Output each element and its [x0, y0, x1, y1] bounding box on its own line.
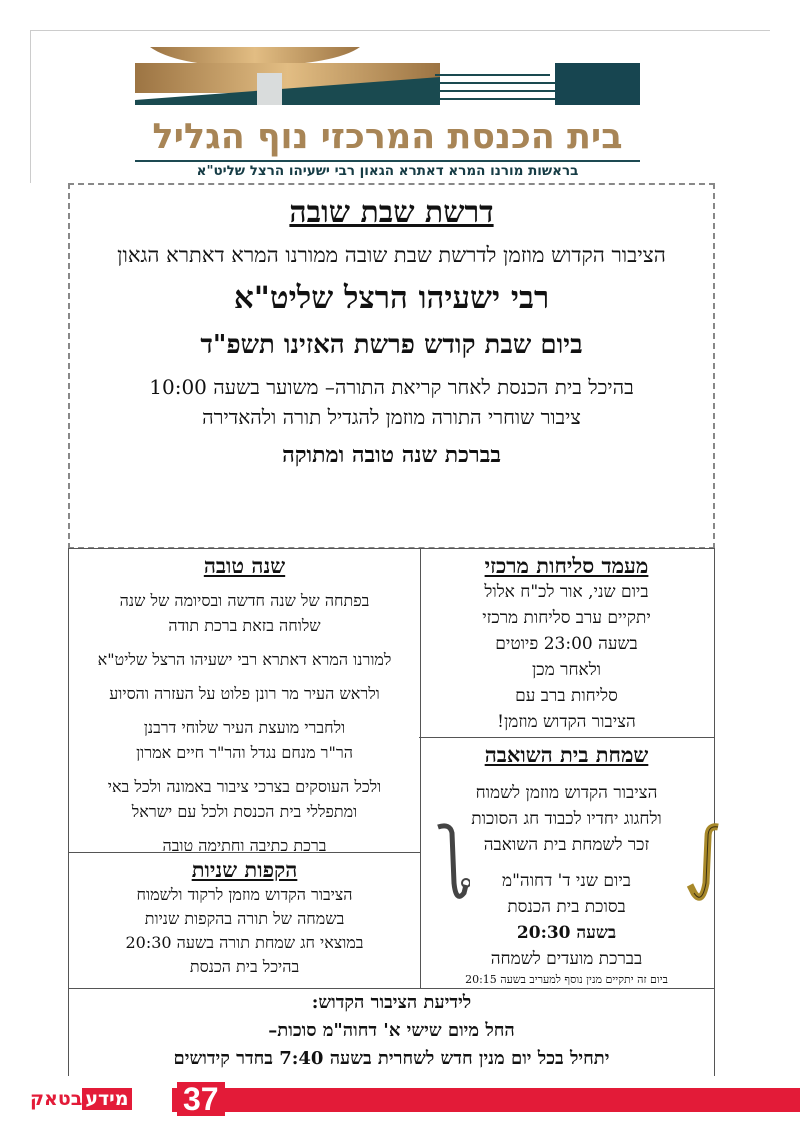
- text-line: ולראש העיר מר רונן פלוט על העזרה והסיוע: [109, 684, 380, 703]
- page-frame-top: [30, 30, 770, 31]
- text-line: בשעה 23:00 פיוטים: [495, 634, 638, 654]
- event-time: בשעה 20:30: [516, 923, 617, 943]
- text-line: שלוחה בזאת ברכת תודה: [168, 616, 321, 635]
- public-notice-section: [69, 988, 714, 1076]
- text-line: בברכת מועדים לשמחה: [490, 949, 643, 969]
- synagogue-name: בית הכנסת המרכזי נוף הגליל: [152, 117, 623, 157]
- text-line: החל מיום שישי א' דחוה"מ סוכות–: [268, 1020, 515, 1041]
- footer-bar: [172, 1088, 800, 1112]
- text-line: ולחגוג יחדיו לכבוד חג הסוכות: [471, 809, 662, 829]
- section-title: שנה טובה: [203, 553, 286, 578]
- text-line: הציבור הקדוש מוזמן!: [497, 712, 636, 732]
- text-line: ביום שני, אור לכ"ח אלול: [484, 582, 649, 602]
- text-line: בסוכת בית הכנסת: [507, 897, 626, 917]
- text-line: בשמחה של תורה בהקפות שניות: [144, 909, 345, 928]
- text-line: ולאחר מכן: [531, 660, 602, 680]
- text-line: הר"ר מנחם נגדל והר"ר חיים אמרון: [136, 743, 353, 762]
- location-line: ציבור שוחרי התורה מוזמן להגדיל תורה ולהאדירה: [202, 405, 581, 429]
- text-line: זכר לשמחת בית השואבה: [483, 835, 650, 855]
- text-line: הציבור הקדוש מוזמן לשמוח: [475, 783, 658, 803]
- divider: [135, 160, 640, 162]
- synagogue-logo: [135, 45, 640, 115]
- text-line: סליחות ברב עם: [515, 686, 618, 706]
- saxophone-icon: [686, 823, 720, 913]
- blessing: בברכת שנה טובה ומתוקה: [282, 442, 501, 468]
- section-title: שמחת בית השואבה: [484, 742, 649, 767]
- brand-text: בטאק: [30, 1088, 83, 1110]
- announcement-date: ביום שבת קודש פרשת האזינו תשפ"ד: [200, 330, 583, 360]
- announcements-grid: [68, 548, 715, 1076]
- rabbi-name: רבי ישעיהו הרצל שליט"א: [233, 280, 550, 316]
- section-title: הקפות שניות: [191, 857, 298, 882]
- text-line: ומתפללי בית הכנסת ולכל עם ישראל: [131, 802, 358, 821]
- text-line: ברכת כתיבה וחתימה טובה: [162, 836, 327, 855]
- text-line: יתחיל בכל יום מנין חדש לשחרית בשעה 7:40 בחדר קידושים: [173, 1048, 610, 1069]
- section-title: מעמד סליחות מרכזי: [484, 553, 649, 578]
- text-line: ולחברי מועצת העיר שלוחי דרבנן: [143, 718, 346, 737]
- text-line: יתקיים ערב סליחות מרכזי: [482, 608, 651, 628]
- page-number: 37: [177, 1082, 225, 1116]
- announcement-title: דרשת שבת שובה: [289, 195, 494, 230]
- simchat-beit-hashoeva-section: [419, 737, 714, 988]
- text-line: למורנו המרא דאתרא רבי ישעיהו הרצל שליט"א: [97, 650, 392, 669]
- text-line: במוצאי חג שמחת תורה בשעה 20:30: [125, 933, 364, 952]
- notice-heading: לידיעת הציבור הקדוש:: [311, 992, 472, 1013]
- shabbat-shuva-announcement: [68, 183, 715, 549]
- text-line: בהיכל בית הכנסת: [189, 957, 300, 976]
- announcement-intro: הציבור הקדוש מוזמן לדרשת שבת שובה ממורנו המרא דאתרא הגאון: [117, 243, 666, 267]
- text-line: הציבור הקדוש מוזמן לרקוד ולשמוח: [136, 885, 353, 904]
- brand-box: מידע: [82, 1088, 131, 1110]
- text-line: ולכל העוסקים בצרכי ציבור באמונה ולכל באי: [107, 777, 382, 796]
- publication-brand: [30, 1088, 132, 1110]
- hakafot-shniyot-section: [69, 852, 421, 988]
- text-line: ביום שני ד' דחוה"מ: [502, 871, 631, 891]
- location-line: בהיכל בית הכנסת לאחר קריאת התורה– משוער בשעה 10:00: [149, 375, 634, 399]
- text-line: בפתחה של שנה חדשה ובסיומה של שנה: [119, 591, 370, 610]
- shana-tova-section: [69, 548, 421, 855]
- footnote: ביום זה יתקיים מנין נוסף למעריב בשעה 20:15: [465, 973, 668, 986]
- synagogue-subtitle: בראשות מורנו המרא דאתרא הגאון רבי ישעיהו הרצל שליט"א: [196, 163, 579, 179]
- page-frame-left: [30, 30, 31, 183]
- selichot-section: [419, 548, 714, 737]
- saxophone-icon: [436, 823, 470, 913]
